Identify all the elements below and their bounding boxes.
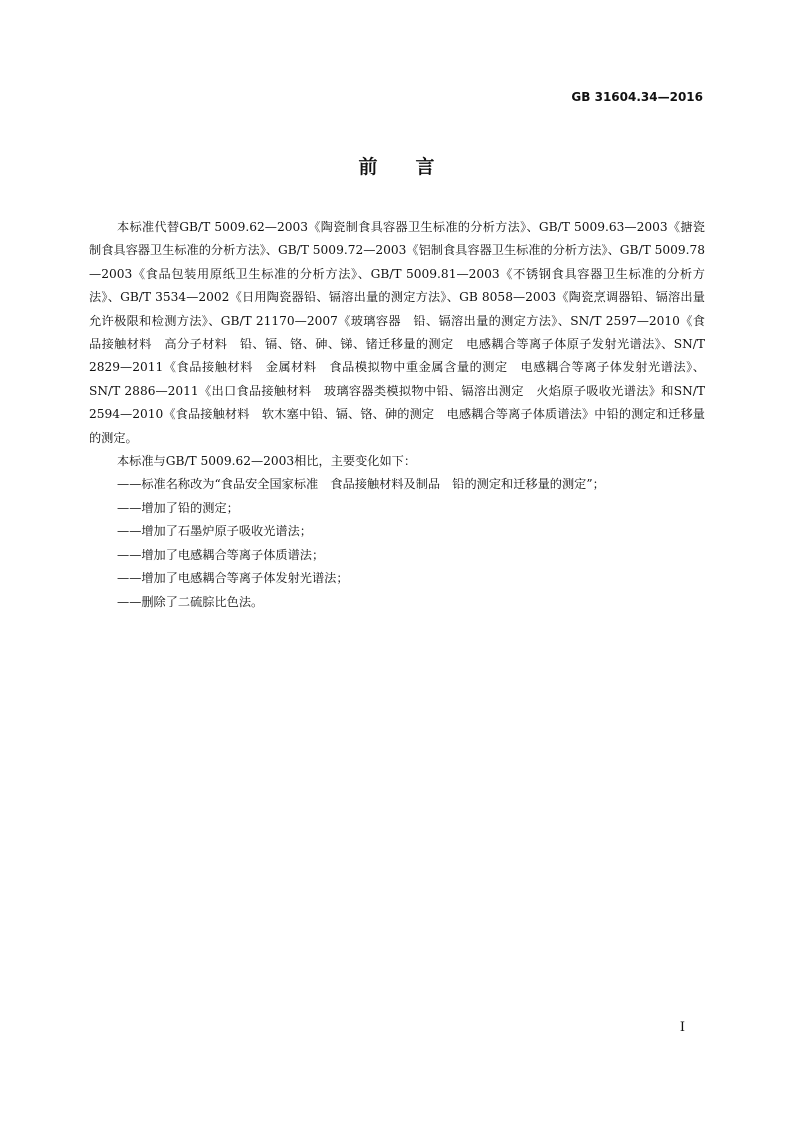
changes-list — [89, 473, 705, 613]
change-item: ——增加了铅的测定； — [117, 500, 239, 515]
comparison-paragraph: 本标准与GB/T 5009.62—2003相比，主要变化如下： — [117, 454, 417, 469]
foreword-body — [89, 216, 705, 614]
change-item: ——增加了电感耦合等离子体质谱法； — [117, 547, 325, 562]
standard-code-header: GB 31604.34—2016 — [571, 90, 703, 104]
change-item: ——删除了二硫腙比色法。 — [117, 594, 264, 609]
change-item: ——增加了电感耦合等离子体发射光谱法； — [117, 571, 349, 586]
replacement-paragraph: 本标准代替GB/T 5009.62—2003《陶瓷制食具容器卫生标准的分析方法》、GB/T 5009.63—2003《搪瓷制食具容器卫生标准的分析方法》、GB/T 5009.72—2003《铝制食具容器卫生标准的分析方法》、GB/T 5009.78—2003《食品包装用原纸卫生标准的分析方法》、GB/T 5009.81—2003《不锈钢食具容器卫生标准的分析方法》、GB/T 3534—2002《日用陶瓷器铅、镉溶出量的测定方法》、GB 8058—2003《陶瓷烹调器铅、镉溶出量允许极限和检测方法》、GB/T 21170—2007《玻璃容器 铅、镉溶出量的测定方法》、SN/T 2597—2010《食品接触材料 高分子材料 铅、镉、铬、砷、锑、锗迁移量的测定 电感耦合等离子体原子发射光谱法》、SN/T 2829—2011《食品接触材料 金属材料 食品模拟物中重金属含量的测定 电感耦合等离子体发射光谱法》、SN/T 2886—2011《出口食品接触材料 玻璃容器类模拟物中铅、镉溶出测定 火焰原子吸收光谱法》和SN/T 2594—2010《食品接触材料 软木塞中铅、镉、铬、砷的测定 电感耦合等离子体质谱法》中铅的测定和迁移量的测定。 — [89, 220, 705, 445]
page-number: I — [679, 1020, 685, 1035]
change-item: ——标准名称改为“食品安全国家标准 食品接触材料及制品 铅的测定和迁移量的测定”； — [117, 477, 605, 492]
change-item: ——增加了石墨炉原子吸收光谱法； — [117, 524, 312, 539]
page-title: 前言 — [358, 156, 473, 178]
